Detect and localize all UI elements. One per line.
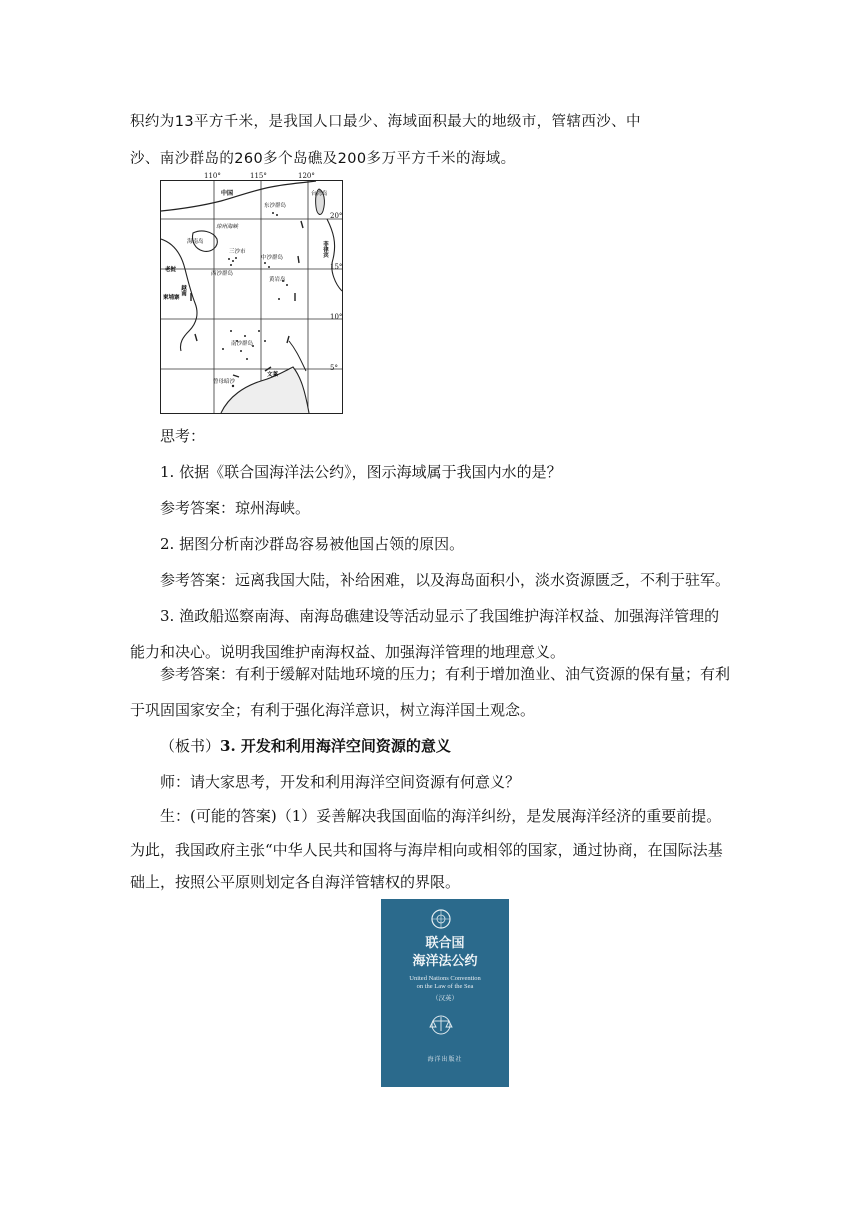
- label-sansha: 三沙市: [229, 249, 246, 255]
- map-drawing: [161, 181, 342, 413]
- cover-title-en-1: United Nations Convention: [409, 975, 481, 982]
- answer-2: 参考答案：远离我国大陆，补给困难，以及海岛面积小，淡水资源匮乏，不利于驻军。: [160, 571, 731, 589]
- lat-label-20: 20°: [330, 212, 343, 220]
- label-huangyan: 黄岩岛: [269, 277, 286, 283]
- label-philippines: 菲律宾: [322, 241, 328, 258]
- lat-label-10: 10°: [330, 313, 343, 321]
- label-qiongzhou: 琼州海峡: [216, 224, 239, 230]
- label-wenlai: 文莱: [267, 372, 279, 378]
- answer-1: 参考答案：琼州海峡。: [160, 499, 311, 517]
- label-china: 中国: [221, 190, 234, 197]
- student-line-3: 础上，按照公平原则划定各自海洋管辖权的界限。: [130, 873, 461, 891]
- label-hainan: 海南岛: [187, 239, 204, 245]
- label-xisha: 西沙群岛: [211, 271, 234, 277]
- lon-label-110-top: 110°: [204, 172, 221, 180]
- un-emblem-icon: [432, 910, 450, 928]
- question-1: 1. 依据《联合国海洋法公约》，图示海域属于我国内水的是？: [160, 463, 562, 481]
- borneo-coastline: [221, 367, 309, 413]
- think-heading: 思考：: [160, 427, 206, 445]
- label-zhongsha: 中沙群岛: [261, 255, 284, 261]
- south-china-sea-map: [160, 180, 343, 414]
- cover-title-cn-1: 联合国: [425, 936, 465, 951]
- label-zengmu: 曾母暗沙: [213, 379, 236, 385]
- cover-publisher: 海洋出版社: [427, 1056, 463, 1063]
- intro-line-1: 积约为13平方千米，是我国人口最少、海域面积最大的地级市，管辖西沙、中: [130, 114, 641, 130]
- philippines-coastline: [327, 219, 342, 291]
- intro-line-2: 沙、南沙群岛的260多个岛礁及200多万平方千米的海域。: [130, 151, 516, 167]
- cover-edition: （汉英）: [432, 994, 458, 1002]
- cover-title-en-2: on the Law of the Sea: [416, 983, 474, 990]
- student-line-2: 为此，我国政府主张“中华人民共和国将与海岸相向或相邻的国家，通过协商，在国际法基: [130, 841, 723, 859]
- china-coastline: [161, 181, 316, 211]
- answer-3-line-1: 参考答案：有利于缓解对陆地环境的压力；有利于增加渔业、油气资源的保有量；有利: [160, 665, 731, 683]
- cover-title-cn-2: 海洋法公约: [412, 954, 478, 969]
- question-3-line-1: 3. 渔政船巡察南海、南海岛礁建设等活动显示了我国维护海洋权益、加强海洋管理的: [160, 607, 720, 625]
- lat-label-15: 15°: [330, 263, 343, 271]
- nine-dash-line: [191, 221, 303, 377]
- unclos-book-cover: [381, 899, 509, 1087]
- label-dongsha: 东沙群岛: [264, 203, 287, 209]
- label-laos: 老挝: [165, 267, 177, 273]
- label-taiwan: 台湾岛: [311, 191, 328, 197]
- island-dots: [222, 212, 288, 387]
- label-cambodia: 柬埔寨: [163, 295, 180, 301]
- label-vietnam: 越南: [180, 285, 186, 296]
- board-prefix: （板书）: [160, 737, 221, 755]
- teacher-line: 师：请大家思考，开发和利用海洋空间资源有何意义？: [160, 773, 521, 791]
- question-3-line-2: 能力和决心。说明我国维护南海权益、加强海洋管理的地理意义。: [130, 643, 566, 661]
- board-title: 3. 开发和利用海洋空间资源的意义: [220, 737, 451, 755]
- question-2: 2. 据图分析南沙群岛容易被他国占领的原因。: [160, 535, 465, 553]
- label-nansha: 南沙群岛: [231, 341, 254, 347]
- board-heading: [160, 736, 451, 756]
- palawan: [289, 341, 306, 371]
- answer-3-line-2: 于巩固国家安全；有利于强化海洋意识，树立海洋国土观念。: [130, 701, 536, 719]
- lon-label-115-top: 115°: [250, 172, 267, 180]
- lat-label-5: 5°: [330, 364, 338, 372]
- student-line-1: 生：(可能的答案)（1）妥善解决我国面临的海洋纠纷，是发展海洋经济的重要前提。: [160, 807, 722, 825]
- lon-label-120-top: 120°: [298, 172, 315, 180]
